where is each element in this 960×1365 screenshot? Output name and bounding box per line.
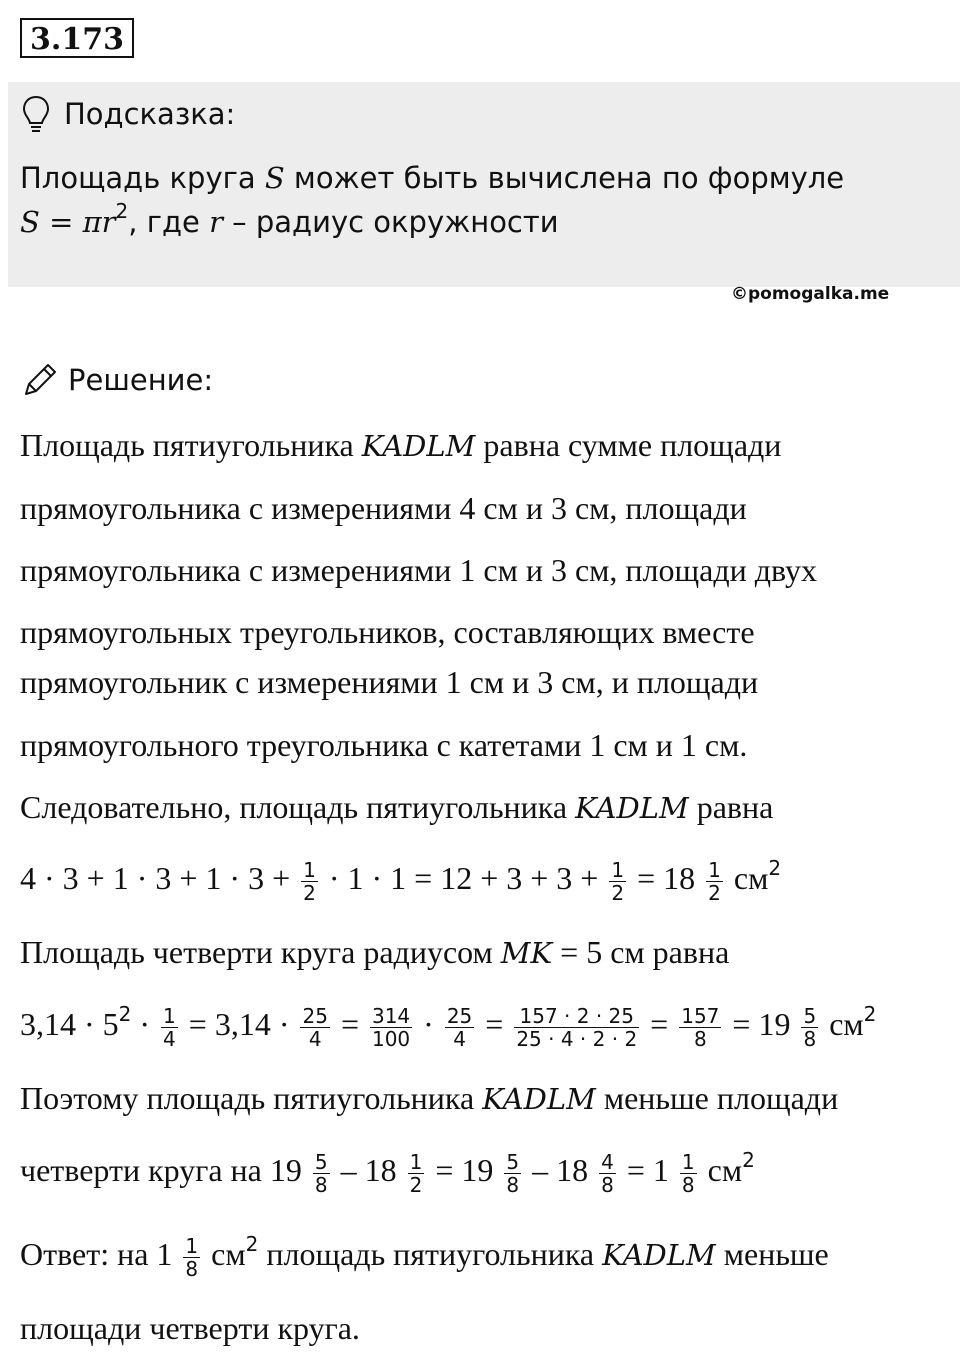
solution-line-5: прямоугольник с измерениями 1 см и 3 см, и площади	[20, 664, 759, 700]
equation-difference: четверти круга на 19 $\frac{5}{8}$ – 18 $\frac{1}{2}$ = 19 $\frac{5}{8}$ – 18 $\frac{4}{8}$ = 1 $\frac{1}{8}$ $см^2$	[20, 1148, 755, 1198]
solution-line-9: Площадь четверти круга радиусом MK = 5 см равна	[20, 934, 730, 970]
hint-text-line-1: Площадь круга S может быть вычислена по формуле	[20, 161, 845, 195]
solution-line-4: прямоугольных треугольников, составляющих вместе	[20, 614, 755, 650]
solution-line-3: прямоугольника с измерениями 1 см и 3 см, площади двух	[20, 552, 818, 588]
solution-line-2: прямоугольника с измерениями 4 см и 3 см, площади	[20, 490, 747, 526]
solution-line-6: прямоугольного треугольника с катетами 1 см и 1 см.	[20, 727, 748, 763]
equation-pentagon-area: 4 · 3 + 1 · 3 + 1 · 3 + $\frac{1}{2}$ · 1 · 1 = 12 + 3 + 3 + $\frac{1}{2}$ = 18 $\frac{1}{2}$ $см^2$	[20, 856, 782, 906]
answer-line-1: Ответ: на 1 $\frac{1}{8}$ $см^2$ площадь пятиугольника KADLM меньше	[20, 1232, 829, 1282]
solution-title: Решение:	[68, 363, 214, 397]
solution-line-1: Площадь пятиугольника KADLM равна сумме площади	[20, 427, 782, 463]
hint-heading	[20, 94, 235, 134]
hint-title: Подсказка:	[64, 97, 236, 131]
copyright: ©pomogalka.me	[731, 284, 890, 304]
solution-line-7: Следовательно, площадь пятиугольника KADLM равна	[20, 789, 774, 825]
answer-line-2: площади четверти круга.	[20, 1310, 360, 1346]
solution-line-11: Поэтому площадь пятиугольника KADLM меньше площади	[20, 1080, 839, 1116]
solution-heading	[20, 360, 213, 400]
equation-circle-quarter-area: $3,14 \cdot 5^2$ · $\frac{1}{4}$ = 3,14 · $\frac{25}{4}$ = $\frac{314}{100}$ · $\frac{25}{4}$ = $\frac{157 \cdot 2 \cdot 25}{25 \cdot 4 \cdot 2 \cdot 2}$ = $\frac{157}{8}$ = 19 $\frac{5}{8}$ $см^2$	[20, 1002, 877, 1052]
hint-text-line-2: $S = \pi r^2$, где r – радиус окружности	[20, 199, 559, 239]
lightbulb-icon	[20, 94, 52, 134]
pencil-icon	[20, 360, 60, 400]
problem-number: 3.173	[20, 18, 134, 58]
